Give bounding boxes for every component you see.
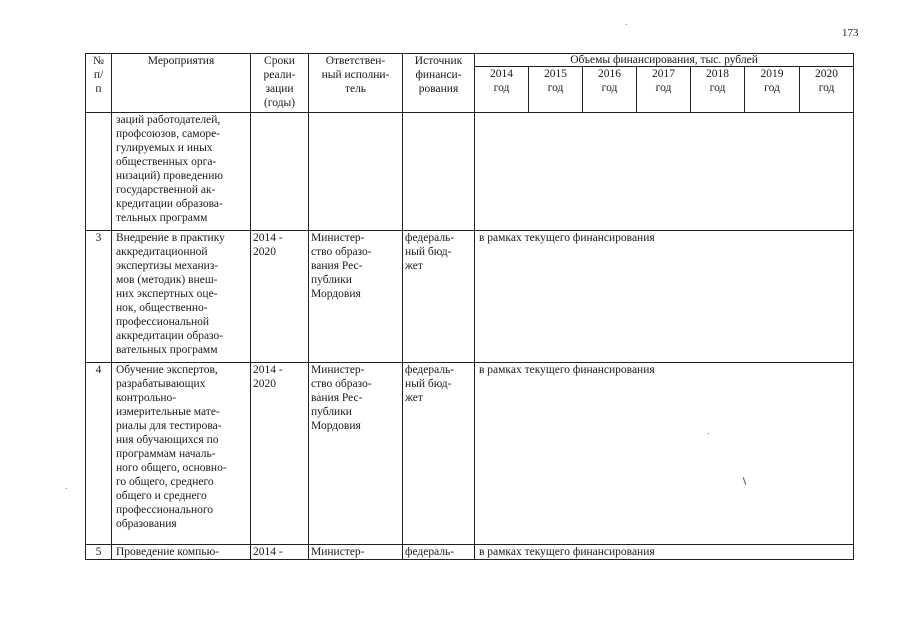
table-row bbox=[86, 113, 854, 231]
row-terms bbox=[251, 545, 309, 560]
row-terms: 2014 - 2020 bbox=[251, 231, 309, 363]
scan-speck bbox=[708, 433, 709, 434]
row-source bbox=[403, 545, 475, 560]
row-activity bbox=[112, 545, 251, 560]
row-terms bbox=[251, 113, 309, 231]
row-funding: в рамках текущего финансирования bbox=[475, 231, 854, 363]
row-activity: заций работодателей, профсоюзов, саморе- гулируемых и иных общественных орга- низаций) проведению государственной ак- кредитации образова- тельных программ bbox=[112, 113, 251, 231]
row-source-text: федераль- bbox=[405, 546, 455, 558]
header-activity: Мероприятия bbox=[112, 54, 251, 113]
row-terms: 2014 - 2020 bbox=[251, 363, 309, 545]
row-activity: Обучение экспертов, разрабатывающих контрольно- измерительные мате- риалы для тестирова- ния обучающихся по программам началь- ного общего, основно- го общего, среднего общего и среднего профессионального образования bbox=[112, 363, 251, 545]
header-year-2017: 2017 год bbox=[637, 67, 691, 113]
header-year-2018: 2018 год bbox=[691, 67, 745, 113]
row-executor: Министер- ство образо- вания Рес- публики Мордовия bbox=[309, 231, 403, 363]
header-row-1 bbox=[86, 54, 854, 67]
row-executor bbox=[309, 545, 403, 560]
scan-speck bbox=[626, 24, 627, 25]
header-terms: Сроки реали- зации (годы) bbox=[251, 54, 309, 113]
header-year-2019: 2019 год bbox=[745, 67, 800, 113]
header-funding: Объемы финансирования, тыс. рублей bbox=[475, 54, 854, 67]
row-funding bbox=[475, 113, 854, 231]
page-number: 173 bbox=[842, 27, 859, 39]
header-num: № п/ п bbox=[86, 54, 112, 113]
table-row bbox=[86, 545, 854, 560]
row-num-text: 5 bbox=[95, 546, 102, 558]
row-source: федераль- ный бюд- жет bbox=[403, 363, 475, 545]
row-num: 4 bbox=[86, 363, 112, 545]
row-funding bbox=[475, 545, 854, 560]
row-executor: Министер- ство образо- вания Рес- публики Мордовия bbox=[309, 363, 403, 545]
row-num: 3 bbox=[86, 231, 112, 363]
row-executor bbox=[309, 113, 403, 231]
table-row bbox=[86, 363, 854, 545]
header-executor: Ответствен- ный исполни- тель bbox=[309, 54, 403, 113]
header-year-2016: 2016 год bbox=[583, 67, 637, 113]
row-activity-text: Проведение компью- bbox=[116, 546, 219, 558]
program-activities-table bbox=[85, 53, 854, 560]
row-executor-text: Министер- bbox=[311, 546, 365, 558]
header-year-2015: 2015 год bbox=[529, 67, 583, 113]
row-funding: в рамках текущего финансирования bbox=[475, 363, 854, 545]
header-source: Источник финанси- рования bbox=[403, 54, 475, 113]
row-activity: Внедрение в практику аккредитационной экспертизы механиз- мов (методик) внеш- них экспертных оце- нок, общественно- профессиональной аккредитации образо- вательных программ bbox=[112, 231, 251, 363]
header-year-2020: 2020 год bbox=[800, 67, 854, 113]
header-year-2014: 2014 год bbox=[475, 67, 529, 113]
row-funding-text: в рамках текущего финансирования bbox=[479, 546, 655, 558]
row-source bbox=[403, 113, 475, 231]
table-row bbox=[86, 231, 854, 363]
row-source: федераль- ный бюд- жет bbox=[403, 231, 475, 363]
row-num bbox=[86, 113, 112, 231]
row-num bbox=[86, 545, 112, 560]
scan-speck bbox=[66, 488, 67, 489]
row-terms-text: 2014 - bbox=[253, 546, 283, 558]
